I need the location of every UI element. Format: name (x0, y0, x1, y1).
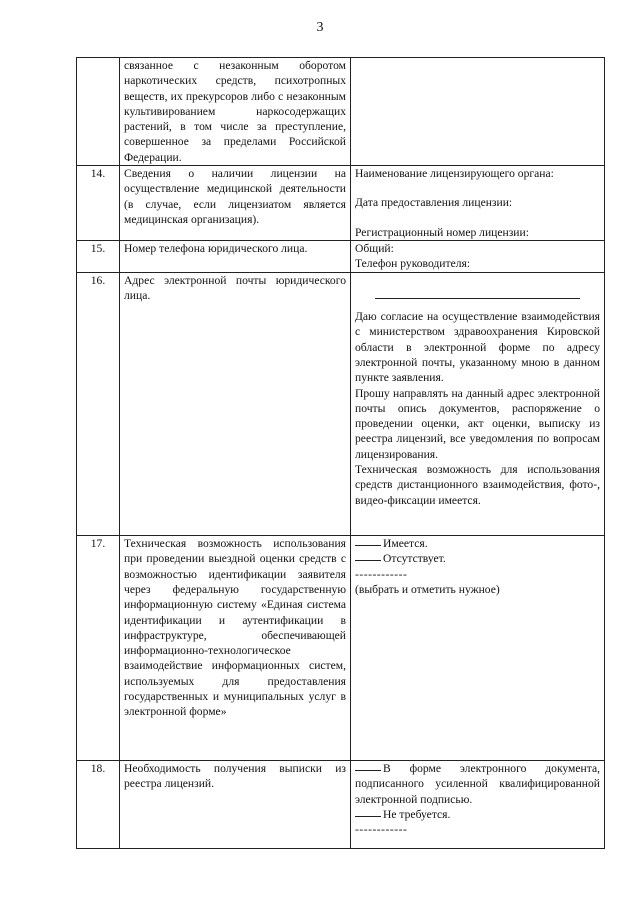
row-answer (351, 536, 605, 761)
row-answer (351, 761, 605, 849)
checkmark-blank[interactable] (355, 770, 381, 771)
row-answer (351, 273, 605, 536)
row-description: Адрес электронной почты юридического лица. (120, 273, 351, 536)
row-number: 17. (77, 536, 120, 761)
table-row (77, 761, 605, 849)
phone-director-label: Телефон руководителя: (355, 257, 471, 271)
row-number: 14. (77, 166, 120, 241)
row-answer (351, 241, 605, 273)
table-row (77, 536, 605, 761)
checkmark-blank[interactable] (355, 560, 381, 561)
license-number-label: Регистрационный номер лицензии: (355, 225, 529, 239)
application-form-table (76, 57, 605, 849)
row-answer (351, 58, 605, 166)
email-request-text: Прошу направлять на данный адрес электронной почты опись документов, распоряжение о проведении оценки, акт оценки, выписку из реестра лицензий, все уведомления по вопросам лицензирования. (355, 386, 600, 461)
phone-general-label: Общий: (355, 242, 394, 256)
separator-dashes: ------------ (355, 823, 408, 837)
email-consent-text: Даю согласие на осуществление взаимодействия с министерством здравоохранения Кировской области в электронной форме по адресу электронной почты, указанному мною в данном пункте заявления. (355, 310, 600, 385)
row-description: Необходимость получения выписки из реестра лицензий. (120, 761, 351, 849)
checkmark-blank[interactable] (355, 816, 381, 817)
row-number: 16. (77, 273, 120, 536)
row-number: 18. (77, 761, 120, 849)
row-number: 15. (77, 241, 120, 273)
option-available[interactable]: Имеется. (355, 536, 600, 551)
row-description: связанное с незаконным оборотом наркотических средств, психотропных веществ, их прекурсоров либо с незаконным культивированием наркосодержащих растений, в том числе за преступление, совершенное за пределами Российской Федерации. (120, 58, 351, 166)
table-row (77, 166, 605, 241)
license-authority-label: Наименование лицензирующего органа: (355, 167, 554, 181)
email-entry-line[interactable] (375, 298, 580, 299)
license-date-label: Дата предоставления лицензии: (355, 196, 513, 210)
row-answer (351, 166, 605, 241)
separator-dashes: ------------ (355, 567, 408, 581)
checkmark-blank[interactable] (355, 545, 381, 546)
table-row (77, 58, 605, 166)
row-number (77, 58, 120, 166)
option-not-required[interactable]: Не требуется. (355, 807, 600, 822)
row-description: Номер телефона юридического лица. (120, 241, 351, 273)
option-absent[interactable]: Отсутствует. (355, 551, 600, 566)
row-description: Техническая возможность использования при проведении выездной оценки средств с возможностью идентификации заявителя через федеральную государственную информационную систему «Единая система идентификации и аутентификации в инфраструктуре, обеспечивающей информационно-технологическое взаимодействие информационных систем, используемых для предоставления государственных и муниципальных услуг в электронной форме» (120, 536, 351, 761)
page-number: 3 (316, 20, 324, 35)
choose-note: (выбрать и отметить нужное) (355, 582, 500, 596)
row-description: Сведения о наличии лицензии на осуществление медицинской деятельности (в случае, если лицензиатом является медицинская организация). (120, 166, 351, 241)
table-row (77, 241, 605, 273)
table-row (77, 273, 605, 536)
option-electronic-document[interactable]: В форме электронного документа, подписанного усиленной квалифицированной электронной подписью. (355, 762, 600, 806)
remote-capability-text: Техническая возможность для использования средств дистанционного взаимодействия, фото-, видео-фиксации имеется. (355, 463, 600, 507)
